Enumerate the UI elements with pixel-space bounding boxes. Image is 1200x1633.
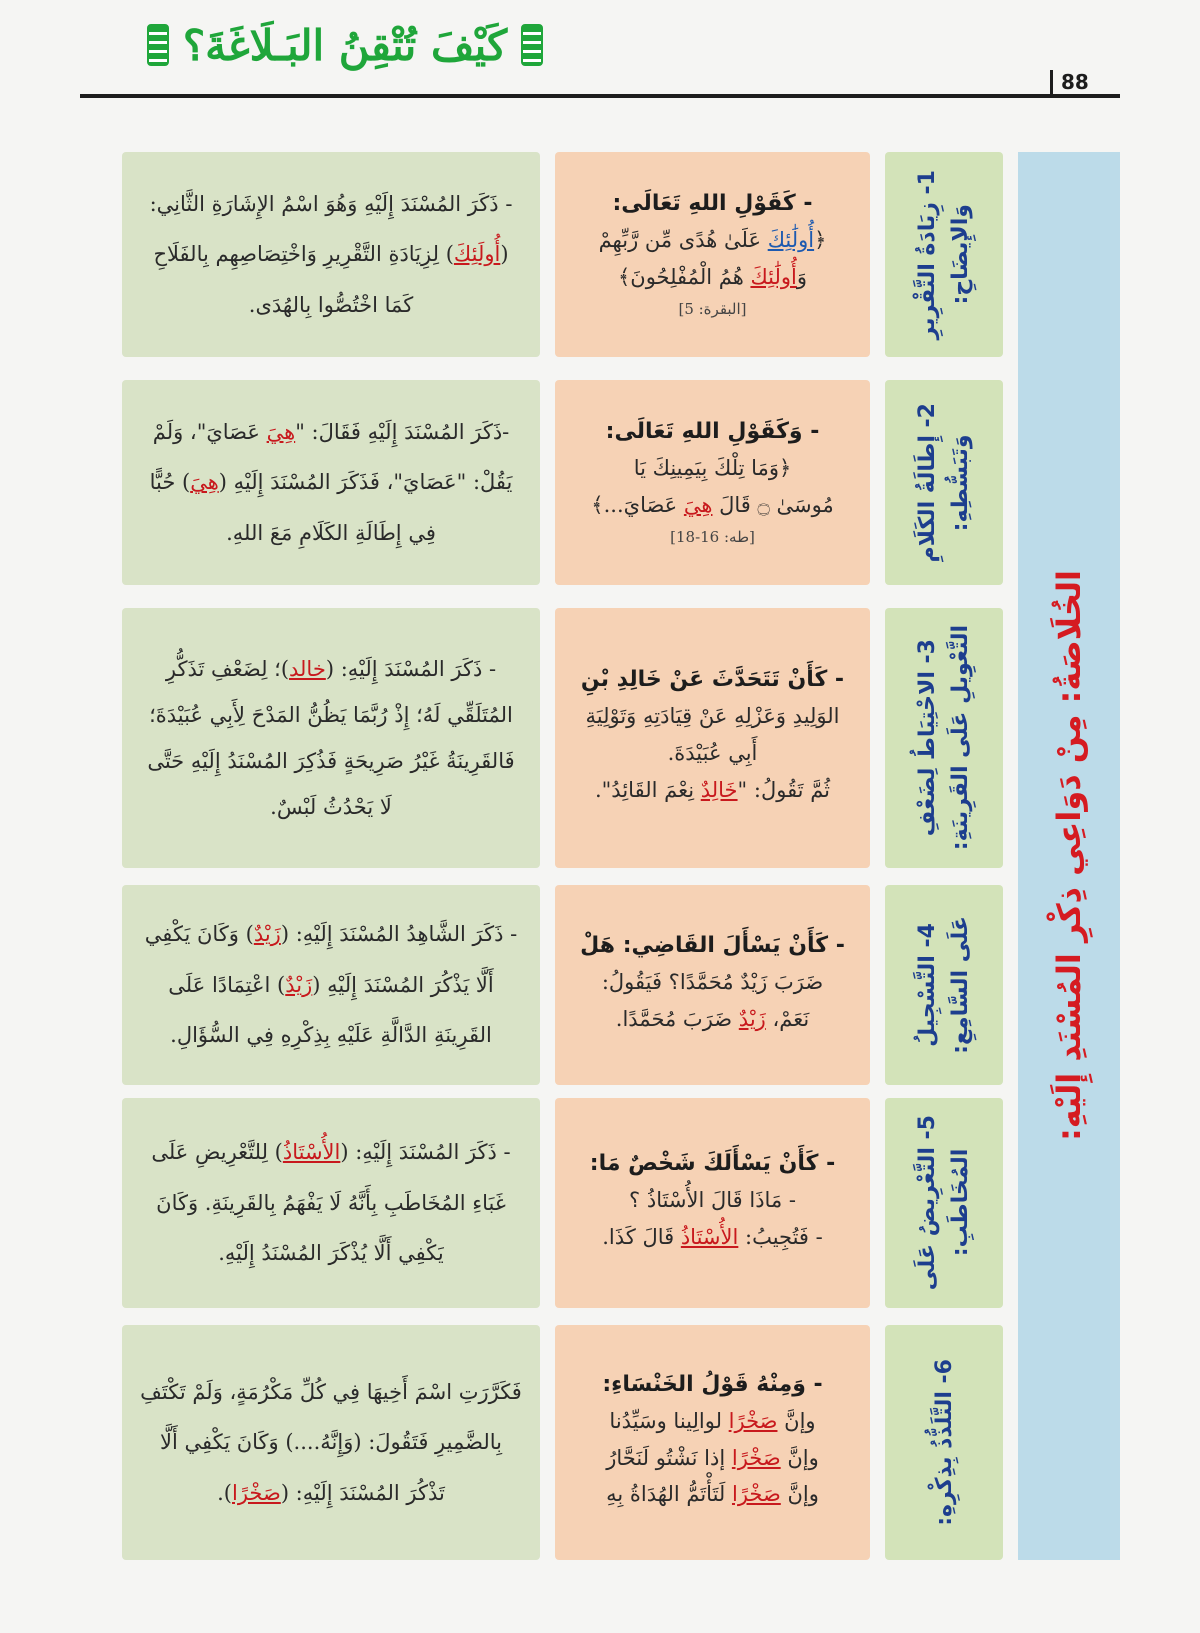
row-2-example-ref: [طه: 16-18] [670,527,755,546]
row-2-example-head: - وَكَقَوْلِ اللهِ تَعَالَى: [605,419,820,445]
row-2-example [555,380,870,585]
row-1-label-text: 1- زِيَادَةُ التَّقْرِيرِ وَالإِيضَاحِ: [915,169,973,340]
ornament-icon [521,24,543,66]
row-2-example-line-1: ﴿وَمَا تِلْكَ بِيَمِينِكَ يَا [633,456,792,481]
row-2-label-text: 2- إِطَالَةُ الكَلَامِ وَتَبَسُّطِهِ: [915,402,973,563]
summary-band-title: الخُلَاصَةُ: مِنْ دَوَاعِي ذِكْرِ المُسْنَدِ إِلَيْهِ: [1050,570,1088,1142]
summary-band [1018,152,1120,1560]
row-2-explanation [122,380,540,585]
row-6-label [885,1325,1003,1560]
row-6-example-line-3: وإنَّ صَخْرًا لَتَأْتَمُّ الهُدَاةُ بِهِ [606,1482,819,1507]
row-1-example-head: - كَقَوْلِ اللهِ تَعَالَى: [612,191,813,217]
row-1-example-line-1: ﴿أُولَٰئِكَ عَلَىٰ هُدًى مِّن رَّبِّهِمْ [598,228,827,253]
row-4-explanation [122,885,540,1085]
row-2-example-line-2: مُوسَىٰ ۝ قَالَ هِيَ عَصَايَ...﴾ [591,493,834,517]
page-number: 88 [1050,70,1120,94]
row-5-explanation-text: - ذَكَرَ المُسْنَدَ إِلَيْهِ: (الأُسْتَاذُ) لِلتَّعْرِيضِ عَلَى غَبَاءِ المُخَاطَبِ بِأَنَّهُ لَا يَفْهَمُ بِالقَرِينَةِ. وَكَانَ يَكْفِي أَلَّا يُذْكَرَ المُسْنَدُ إِلَيْهِ. [151,1140,511,1266]
row-3-example-line-1: الوَلِيدِ وَعَزْلِهِ عَنْ قِيَادَتِهِ وَتَوْلِيَةِ [585,704,840,729]
row-3-example-line-2: أَبِي عُبَيْدَةَ. [667,741,758,766]
row-1-explanation [122,152,540,357]
page-title: كَيْفَ تُتْقِنُ البَـلَاغَةَ؟ [182,20,508,70]
row-4-example-line-1: ضَرَبَ زَيْدٌ مُحَمَّدًا؟ فَيَقُولُ: [601,969,824,994]
row-2-label [885,380,1003,585]
row-5-label-text: 5- التَّعْرِيضُ عَلَى المُخَاطَبِ: [915,1115,973,1291]
row-4-label [885,885,1003,1085]
row-6-explanation-text: فَكَرَّرَتِ اسْمَ أَخِيهَا فِي كُلِّ مَكْرُمَةٍ، وَلَمْ تَكْتَفِ بِالضَّمِيرِ فَتَقُولَ: (وَإِنَّهُ....) وَكَانَ يَكْفِي أَلَّا تَذْكُرَ المُسْنَدَ إِلَيْهِ: (صَخْرًا). [140,1379,522,1505]
row-4-explanation-text: - ذَكَرَ الشَّاهِدُ المُسْنَدَ إِلَيْهِ: (زَيْدٌ) وَكَانَ يَكْفِي أَلَّا يَذْكُرَ المُسْنَدَ إِلَيْهِ (زَيْدٌ) اعْتِمَادًا عَلَى القَرِينَةِ الدَّالَّةِ عَلَيْهِ بِذِكْرِهِ فِي السُّؤَالِ. [144,922,518,1048]
row-1-explanation-text: - ذَكَرَ المُسْنَدَ إِلَيْهِ وَهُوَ اسْمُ الإِشَارَةِ الثَّانِي: (أُولَئِكَ) لِزِيَادَةِ التَّقْرِيرِ وَاخْتِصَاصِهِم بِالفَلَاحِ كَمَا اخْتُصُّوا بِالهُدَى. [149,191,513,317]
row-3-example-head: - كَأَنْ تَتَحَدَّثَ عَنْ خَالِدِ بْنِ [580,667,845,693]
row-3-label [885,608,1003,868]
row-4-example-head: - كَأَنْ يَسْأَلَ القَاضِي: هَلْ [580,932,845,958]
row-4-example-line-2: نَعَمْ، زَيْدٌ ضَرَبَ مُحَمَّدًا. [615,1006,810,1031]
row-1-label [885,152,1003,357]
row-5-explanation [122,1098,540,1308]
row-6-label-text: 6- التَّلَذُّذُ بِذِكْرِهِ: [931,1359,957,1526]
row-3-example-line-3: ثُمَّ تَقُولُ: "خَالِدٌ نِعْمَ القَائِدُ". [594,777,831,802]
row-5-label [885,1098,1003,1308]
row-3-explanation-text: - ذَكَرَ المُسْنَدَ إِلَيْهِ: (خالد)؛ لِضَعْفِ تَذَكُّرِ المُتَلَقِّي لَهُ؛ إِذْ رُبَّمَا يَظُنُّ المَدْحَ لِأَبِي عُبَيْدَةَ؛ فَالقَرِينَةُ غَيْرُ صَرِيحَةٍ فَذُكِرَ المُسْنَدُ إِلَيْهِ حَتَّى لَا يَحْدُثُ لَبْسٌ. [147,656,515,820]
row-6-explanation [122,1325,540,1560]
row-6-example [555,1325,870,1560]
row-5-example-head: - كَأَنْ يَسْأَلَكَ شَخْصٌ مَا: [589,1150,836,1176]
row-5-example-line-2: - فَتُجِيبُ: الأُسْتَاذُ قَالَ كَذَا. [602,1224,823,1249]
row-4-label-text: 4- التَّسْجِيلُ عَلَى السَّامِعِ: [915,916,973,1054]
row-1-example [555,152,870,357]
row-5-example-line-1: - مَاذَا قَالَ الأُسْتَاذُ ؟ [629,1187,796,1212]
header-divider [80,94,1120,98]
row-3-explanation [122,608,540,868]
row-4-example [555,885,870,1085]
row-1-example-line-2: وَأُولَٰئِكَ هُمُ الْمُفْلِحُونَ﴾ [617,265,808,289]
row-6-example-head: - وَمِنْهُ قَوْلُ الخَنْسَاءِ: [602,1371,823,1397]
page-header [135,10,555,80]
row-6-example-line-1: وإنَّ صَخْرًا لوالِينا وسَيِّدُنا [609,1408,816,1433]
row-5-example [555,1098,870,1308]
row-1-example-ref: [البقرة: 5] [678,299,747,318]
row-3-example [555,608,870,868]
row-6-example-line-2: وإنَّ صَخْرًا إذا نَشْتُو لَنَحَّارُ [606,1445,819,1470]
ornament-icon [147,24,169,66]
row-3-label-text: 3- الاحْتِيَاطُ لِضَعْفِ التَّعْوِيلِ عَلَى القَرِينَةِ: [915,625,973,851]
row-2-explanation-text: -ذَكَرَ المُسْنَدَ إِلَيْهِ فَقَالَ: "هِيَ عَصَايَ"، وَلَمْ يَقُلْ: "عَصَايَ"، فَذَكَرَ المُسْنَدَ إِلَيْهِ (هِيَ) حُبًّا فِي إِطَالَةِ الكَلَامِ مَعَ اللهِ. [149,419,513,545]
